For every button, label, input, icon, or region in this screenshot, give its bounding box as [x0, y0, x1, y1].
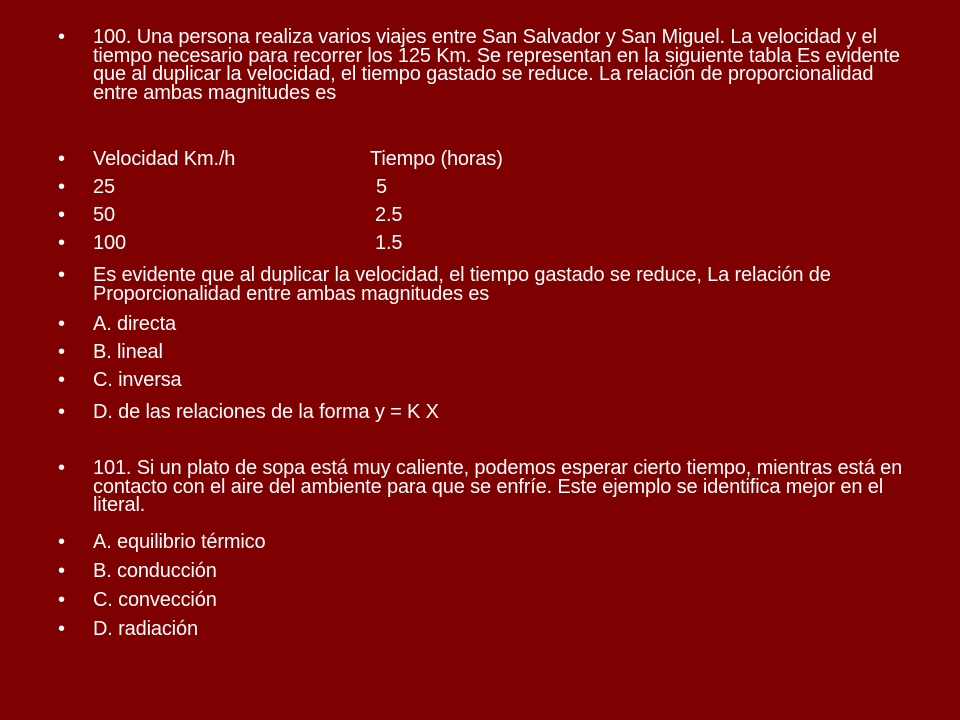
q100-question-text: 100. Una persona realiza varios viajes entre San Salvador y San Miguel. La velocidad y el tiempo necesario para recorrer los 125 Km. Se representan en la siguiente tabla Es evidente que al duplicar la velocidad, el tiempo gastado se reduce. La relación de proporcionalidad entre ambas magnitudes es — [93, 26, 900, 104]
q100-option-a — [58, 313, 913, 335]
table-cell-velocity: 100 — [93, 232, 126, 254]
bullet: • — [58, 618, 65, 640]
table-header-velocity: Velocidad Km./h — [93, 148, 236, 170]
bullet: • — [58, 560, 65, 582]
option-text: C. inversa — [93, 369, 182, 391]
option-text: A. equilibrio térmico — [93, 531, 266, 553]
q101-question — [58, 457, 913, 516]
bullet: • — [58, 176, 65, 198]
q100-option-b — [58, 341, 913, 363]
bullet: • — [58, 232, 65, 254]
table-cell-velocity: 25 — [93, 176, 115, 198]
bullet: • — [58, 341, 65, 363]
bullet: • — [58, 26, 65, 48]
bullet: • — [58, 204, 65, 226]
bullet: • — [58, 401, 65, 423]
table-cell-time: 2.5 — [375, 204, 403, 226]
q101-option-d — [58, 618, 913, 640]
option-text: D. radiación — [93, 618, 198, 640]
option-text: B. lineal — [93, 341, 163, 363]
q101-option-a — [58, 531, 913, 553]
q100-table-row — [58, 232, 913, 254]
q101-option-c — [58, 589, 913, 611]
q100-table-row — [58, 176, 913, 198]
q100-statement-text: Es evidente que al duplicar la velocidad, el tiempo gastado se reduce, La relación de Proporcionalidad entre ambas magnitudes es — [93, 264, 831, 305]
table-header-time: Tiempo (horas) — [370, 148, 503, 170]
option-text: B. conducción — [93, 560, 217, 582]
option-text: D. de las relaciones de la forma y = K X — [93, 401, 439, 423]
bullet: • — [58, 148, 65, 170]
q101-option-b — [58, 560, 913, 582]
table-cell-time: 5 — [376, 176, 387, 198]
q101-question-text: 101. Si un plato de sopa está muy caliente, podemos esperar cierto tiempo, mientras está en contacto con el aire del ambiente para que se enfríe. Este ejemplo se identifica mejor en el literal. — [93, 457, 903, 516]
bullet: • — [58, 369, 65, 391]
q100-statement — [58, 264, 913, 305]
q100-table-row — [58, 204, 913, 226]
q100-option-c — [58, 369, 913, 391]
q100-option-d — [58, 401, 913, 423]
bullet: • — [58, 264, 65, 286]
table-cell-velocity: 50 — [93, 204, 115, 226]
option-text: C. convección — [93, 589, 217, 611]
bullet: • — [58, 589, 65, 611]
q100-question — [58, 26, 913, 104]
bullet: • — [58, 531, 65, 553]
bullet: • — [58, 457, 65, 479]
q100-table-header — [58, 148, 913, 170]
table-cell-time: 1.5 — [375, 232, 403, 254]
option-text: A. directa — [93, 313, 176, 335]
bullet: • — [58, 313, 65, 335]
